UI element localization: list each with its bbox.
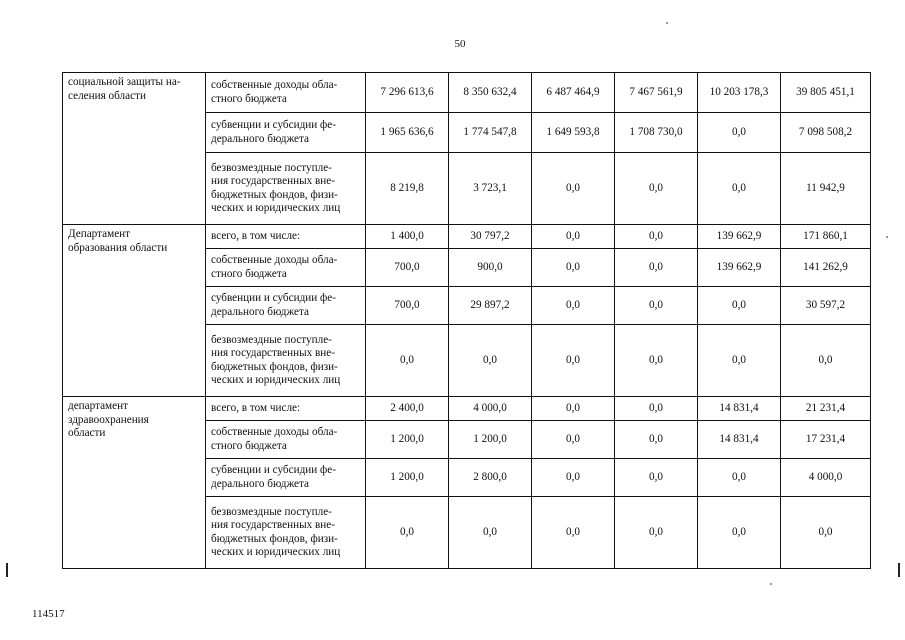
budget-table [62,72,871,569]
year-value-cell: 139 662,9 [698,225,781,249]
total-value-cell: 4 000,0 [781,459,871,497]
year-value-cell: 0,0 [615,153,698,225]
total-value-cell: 0,0 [781,497,871,569]
funding-source-cell: безвозмездные поступле- ния государственных вне- бюджетных фондов, физи- ческих и юридических лиц [206,325,366,397]
year-value-cell: 0,0 [615,249,698,287]
funding-source-cell: собственные доходы обла- стного бюджета [206,249,366,287]
total-value-cell: 30 597,2 [781,287,871,325]
year-value-cell: 1 400,0 [366,225,449,249]
total-value-cell: 11 942,9 [781,153,871,225]
year-value-cell: 0,0 [698,325,781,397]
year-value-cell: 0,0 [366,325,449,397]
document-code: 114517 [32,608,65,620]
scan-edge-mark-left [6,563,8,577]
year-value-cell: 1 774 547,8 [449,113,532,153]
year-value-cell: 1 708 730,0 [615,113,698,153]
year-value-cell: 2 800,0 [449,459,532,497]
year-value-cell: 0,0 [532,459,615,497]
year-value-cell: 0,0 [532,225,615,249]
year-value-cell: 3 723,1 [449,153,532,225]
department-cell: Департамент образования области [63,225,206,397]
year-value-cell: 0,0 [532,153,615,225]
year-value-cell: 0,0 [615,397,698,421]
year-value-cell: 30 797,2 [449,225,532,249]
scan-speck [666,22,668,24]
total-value-cell: 141 262,9 [781,249,871,287]
department-cell: департамент здравоохранения области [63,397,206,569]
total-value-cell: 7 098 508,2 [781,113,871,153]
funding-source-cell: собственные доходы обла- стного бюджета [206,73,366,113]
year-value-cell: 2 400,0 [366,397,449,421]
year-value-cell: 0,0 [698,287,781,325]
year-value-cell: 0,0 [698,459,781,497]
year-value-cell: 0,0 [698,497,781,569]
year-value-cell: 0,0 [615,325,698,397]
year-value-cell: 0,0 [698,153,781,225]
year-value-cell: 29 897,2 [449,287,532,325]
funding-source-cell: всего, в том числе: [206,397,366,421]
year-value-cell: 1 200,0 [449,421,532,459]
funding-source-cell: субвенции и субсидии фе- дерального бюджета [206,459,366,497]
year-value-cell: 0,0 [449,497,532,569]
total-value-cell: 17 231,4 [781,421,871,459]
scan-speck [770,583,772,585]
year-value-cell: 0,0 [532,421,615,459]
year-value-cell: 0,0 [615,225,698,249]
year-value-cell: 0,0 [615,459,698,497]
department-cell: социальной защиты на- селения области [63,73,206,225]
table-row [63,225,871,249]
year-value-cell: 14 831,4 [698,397,781,421]
year-value-cell: 1 200,0 [366,459,449,497]
total-value-cell: 0,0 [781,325,871,397]
year-value-cell: 4 000,0 [449,397,532,421]
year-value-cell: 1 200,0 [366,421,449,459]
table-row [63,73,871,113]
funding-source-cell: собственные доходы обла- стного бюджета [206,421,366,459]
funding-source-cell: безвозмездные поступле- ния государственных вне- бюджетных фондов, физи- ческих и юридических лиц [206,153,366,225]
total-value-cell: 39 805 451,1 [781,73,871,113]
year-value-cell: 1 649 593,8 [532,113,615,153]
year-value-cell: 7 296 613,6 [366,73,449,113]
funding-source-cell: всего, в том числе: [206,225,366,249]
year-value-cell: 700,0 [366,249,449,287]
year-value-cell: 0,0 [532,325,615,397]
year-value-cell: 0,0 [615,497,698,569]
scan-edge-mark-right [898,563,900,577]
year-value-cell: 10 203 178,3 [698,73,781,113]
funding-source-cell: безвозмездные поступле- ния государственных вне- бюджетных фондов, физи- ческих и юридических лиц [206,497,366,569]
year-value-cell: 0,0 [449,325,532,397]
year-value-cell: 0,0 [615,287,698,325]
year-value-cell: 0,0 [698,113,781,153]
scan-speck [886,236,888,238]
year-value-cell: 8 350 632,4 [449,73,532,113]
year-value-cell: 0,0 [532,249,615,287]
year-value-cell: 0,0 [532,397,615,421]
funding-source-cell: субвенции и субсидии фе- дерального бюджета [206,113,366,153]
funding-source-cell: субвенции и субсидии фе- дерального бюджета [206,287,366,325]
year-value-cell: 139 662,9 [698,249,781,287]
table-row [63,397,871,421]
total-value-cell: 21 231,4 [781,397,871,421]
total-value-cell: 171 860,1 [781,225,871,249]
year-value-cell: 7 467 561,9 [615,73,698,113]
year-value-cell: 14 831,4 [698,421,781,459]
year-value-cell: 0,0 [615,421,698,459]
year-value-cell: 900,0 [449,249,532,287]
page-number: 50 [454,38,466,50]
year-value-cell: 0,0 [532,287,615,325]
year-value-cell: 6 487 464,9 [532,73,615,113]
year-value-cell: 700,0 [366,287,449,325]
year-value-cell: 8 219,8 [366,153,449,225]
year-value-cell: 0,0 [366,497,449,569]
year-value-cell: 0,0 [532,497,615,569]
year-value-cell: 1 965 636,6 [366,113,449,153]
